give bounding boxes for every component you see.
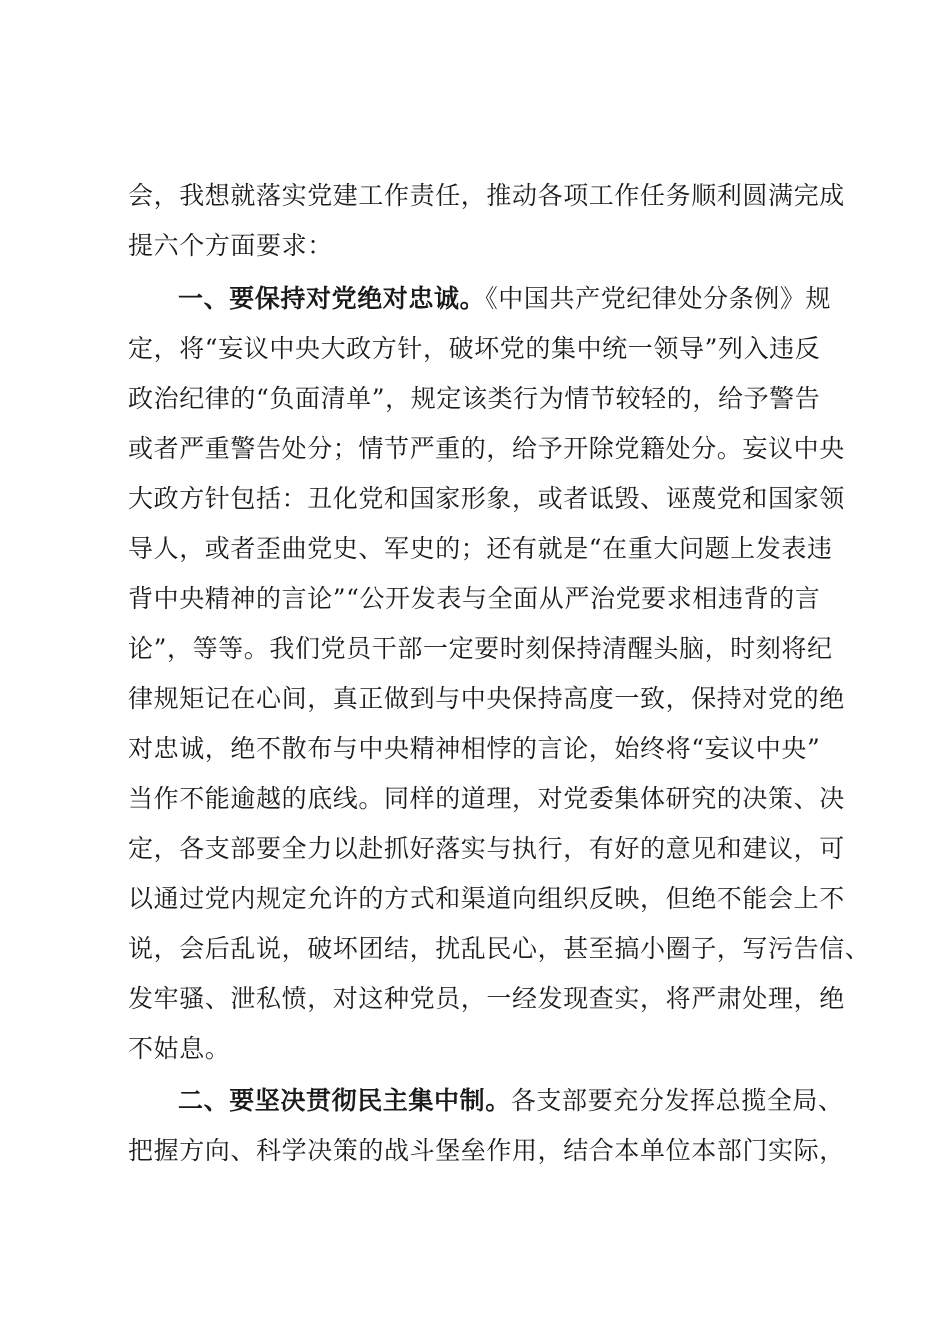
line-text: 背中央精神的言论”“公开发表与全面从严治党要求相违背的言 bbox=[128, 584, 821, 613]
body-text-line bbox=[128, 379, 820, 419]
line-text: 政治纪律的“负面清单”，规定该类行为情节较轻的，给予警告 bbox=[128, 384, 821, 413]
body-text-line bbox=[128, 729, 820, 769]
body-text-line bbox=[128, 1029, 230, 1069]
line-text: 把握方向、科学决策的战斗堡垒作用，结合本单位本部门实际， bbox=[128, 1136, 845, 1165]
body-text-line bbox=[128, 1131, 845, 1171]
line-text: 定，各支部要全力以赴抓好落实与执行，有好的意见和建议，可 bbox=[128, 834, 845, 863]
body-text-line bbox=[128, 429, 845, 469]
line-text: 论”，等等。我们党员干部一定要时刻保持清醒头脑，时刻将纪 bbox=[128, 634, 833, 663]
body-text-line bbox=[128, 829, 845, 869]
line-text: 以通过党内规定允许的方式和渠道向组织反映，但绝不能会上不 bbox=[128, 884, 845, 913]
body-text-line bbox=[128, 679, 845, 719]
line-text: 发牢骚、泄私愤，对这种党员，一经发现查实，将严肃处理，绝 bbox=[128, 984, 845, 1013]
line-text: 律规矩记在心间，真正做到与中央保持高度一致，保持对党的绝 bbox=[128, 684, 845, 713]
body-text-line bbox=[128, 879, 845, 919]
body-text-line bbox=[128, 176, 845, 216]
line-text: 导人，或者歪曲党史、军史的；还有就是“在重大问题上发表违 bbox=[128, 534, 833, 563]
body-text-line bbox=[128, 579, 820, 619]
line-text: 大政方针包括：丑化党和国家形象，或者诋毁、诬蔑党和国家领 bbox=[128, 484, 845, 513]
body-text-line bbox=[128, 779, 845, 819]
body-text-line bbox=[128, 226, 333, 266]
line-text: 《中国共产党纪律处分条例》规 bbox=[485, 284, 832, 313]
section-one-first-line bbox=[178, 279, 831, 319]
line-text: 定，将“妄议中央大政方针，破坏党的集中统一领导”列入违反 bbox=[128, 334, 821, 363]
body-text-line bbox=[128, 979, 845, 1019]
body-text-line bbox=[128, 929, 870, 969]
line-text: 或者严重警告处分；情节严重的，给予开除党籍处分。妄议中央 bbox=[128, 434, 845, 463]
body-text-line bbox=[128, 329, 820, 369]
line-text: 当作不能逾越的底线。同样的道理，对党委集体研究的决策、决 bbox=[128, 784, 845, 813]
line-text: 各支部要充分发挥总揽全局、 bbox=[510, 1086, 844, 1115]
body-text-line bbox=[128, 529, 833, 569]
line-text: 对忠诚，绝不散布与中央精神相悖的言论，始终将“妄议中央” bbox=[128, 734, 821, 763]
line-text: 不姑息。 bbox=[128, 1034, 231, 1063]
section-heading: 二、要坚决贯彻民主集中制。 bbox=[178, 1086, 511, 1115]
section-heading: 一、要保持对党绝对忠诚。 bbox=[178, 284, 486, 313]
line-text: 说，会后乱说，破坏团结，扰乱民心，甚至搞小圈子，写污告信、 bbox=[128, 934, 871, 963]
section-two-first-line bbox=[178, 1081, 844, 1121]
line-text: 提六个方面要求： bbox=[128, 231, 333, 260]
line-text: 会，我想就落实党建工作责任，推动各项工作任务顺利圆满完成 bbox=[128, 181, 845, 210]
body-text-line bbox=[128, 629, 833, 669]
body-text-line bbox=[128, 479, 845, 519]
